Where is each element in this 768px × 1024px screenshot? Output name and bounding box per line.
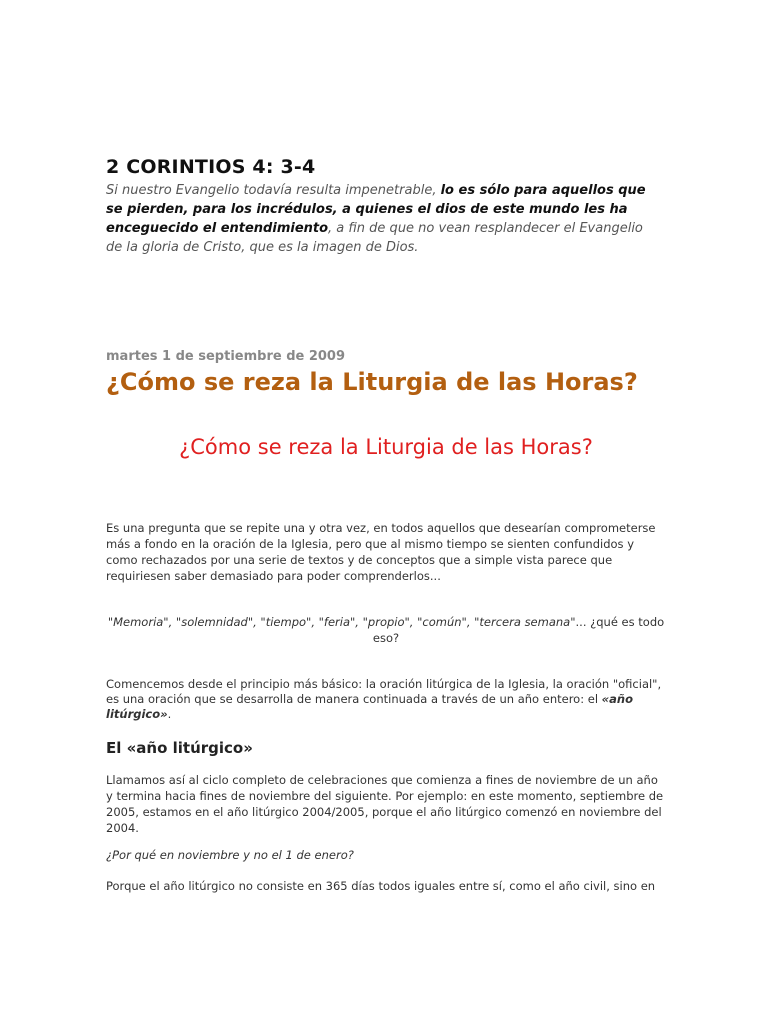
post-date: martes 1 de septiembre de 2009 <box>106 349 346 364</box>
article-heading: ¿Cómo se reza la Liturgia de las Horas? <box>179 435 593 459</box>
intro-paragraph: Es una pregunta que se repite una y otra vez, en todos aquellos que desearían comprometerse más a fondo en la oración de la Iglesia, pero que al mismo tiempo se sienten confundidos y como rechazados por una serie de textos y de conceptos que a simple vista parece que requiriesen saber demasiado para poder comprenderlos... <box>106 521 656 583</box>
section-subheading: El «año litúrgico» <box>106 739 253 757</box>
verse-text-start: Si nuestro Evangelio todavía resulta impenetrable, <box>106 183 441 198</box>
quote-tail: ... ¿qué es todo eso? <box>372 615 665 645</box>
quote-paragraph <box>106 614 666 646</box>
basics-text-start: Comencemos desde el principio más básico: la oración litúrgica de la Iglesia, la oración "oficial", es una oración que se desarrolla de manera continuada a través de un año entero: el <box>106 677 662 706</box>
basics-text-end: . <box>167 707 172 721</box>
answer-paragraph: Porque el año litúrgico no consiste en 365 días todos iguales entre sí, como el año civil, sino en <box>106 879 656 893</box>
question-paragraph: ¿Por qué en noviembre y no el 1 de enero? <box>106 848 354 862</box>
verse-text <box>106 181 656 257</box>
verse-text-end: , a fin de que no vean resplandecer el Evangelio de la gloria de Cristo, que es la imagen de Dios. <box>106 221 643 255</box>
quote-terms: "Memoria", "solemnidad", "tiempo", "feria", "propio", "común", "tercera semana" <box>107 615 576 629</box>
liturgical-year-paragraph: Llamamos así al ciclo completo de celebraciones que comienza a fines de noviembre de un año y termina hacia fines de noviembre del siguiente. Por ejemplo: en este momento, septiembre de 2005, estamos en el año litúrgico 2004/2005, porque el año litúrgico comenzó en noviembre del 2004. <box>106 773 664 835</box>
basics-paragraph <box>106 677 666 722</box>
verse-reference: 2 CORINTIOS 4: 3-4 <box>106 156 316 178</box>
basics-text-bold: «año litúrgico» <box>106 692 633 721</box>
verse-text-bold: lo es sólo para aquellos que se pierden, para los incrédulos, a quienes el dios de este mundo les ha enceguecido el entendimiento <box>106 183 646 236</box>
post-title[interactable]: ¿Cómo se reza la Liturgia de las Horas? <box>106 368 638 396</box>
